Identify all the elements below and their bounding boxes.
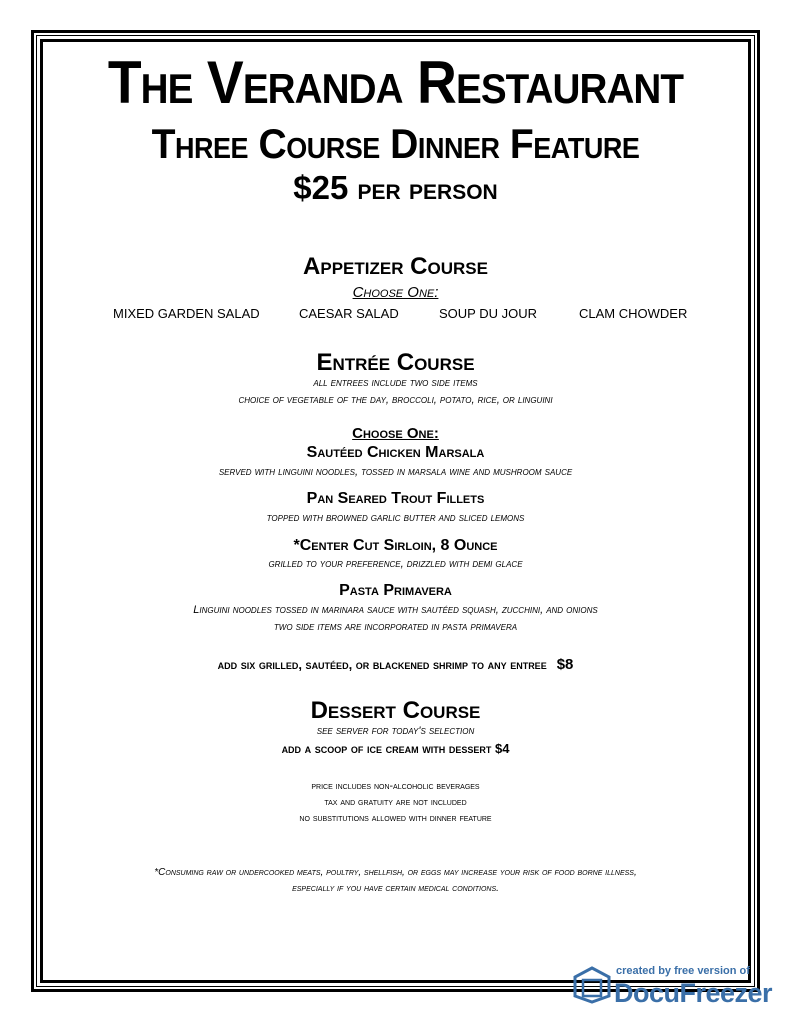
entree-item-name: Pasta Primavera bbox=[339, 582, 452, 599]
appetizer-item: CAESAR SALAD bbox=[299, 306, 399, 321]
entree-item-desc: Linguini noodles tossed in marinara sauce with sautéed squash, zucchini, and onions bbox=[193, 604, 598, 616]
note-line: tax and gratuity are not included bbox=[324, 796, 467, 808]
health-warning-line: *Consuming raw or undercooked meats, poultry, shellfish, or eggs may increase your risk of food borne illness, bbox=[154, 867, 637, 878]
price-suffix: per person bbox=[357, 173, 498, 206]
note-line: price includes non-alcoholic beverages bbox=[311, 780, 480, 792]
health-warning-line: especially if you have certain medical conditions. bbox=[292, 883, 499, 894]
entree-note-choices: choice of vegetable of the day, broccoli, potato, rice, or linguini bbox=[238, 394, 553, 406]
restaurant-title: The Veranda Restaurant bbox=[107, 49, 684, 116]
entree-heading: Entrée Course bbox=[316, 349, 475, 376]
price-amount: $25 bbox=[293, 169, 349, 206]
watermark-brand: DocuFreezer bbox=[614, 978, 773, 1008]
appetizer-heading: Appetizer Course bbox=[303, 253, 488, 280]
docufreezer-logo-icon bbox=[572, 966, 612, 1004]
shrimp-addon-price: $8 bbox=[556, 656, 574, 673]
entree-item-desc: served with linguini noodles, tossed in marsala wine and mushroom sauce bbox=[218, 466, 573, 478]
entree-item-desc: topped with browned garlic butter and sliced lemons bbox=[266, 512, 525, 524]
entree-note-sides: all entrees include two side items bbox=[313, 377, 478, 389]
dessert-heading: Dessert Course bbox=[310, 697, 481, 724]
dessert-addon: add a scoop of ice cream with dessert $4 bbox=[281, 741, 510, 756]
menu-price bbox=[0, 170, 791, 208]
appetizer-item: SOUP DU JOUR bbox=[439, 306, 537, 321]
watermark-caption: created by free version of bbox=[616, 965, 750, 977]
entree-choose-label: Choose One: bbox=[352, 425, 439, 442]
menu-subtitle: Three Course Dinner Feature bbox=[151, 120, 640, 167]
entree-item-name: *Center Cut Sirloin, 8 Ounce bbox=[293, 537, 498, 554]
entree-item-desc: grilled to your preference, drizzled with demi glace bbox=[268, 558, 523, 570]
shrimp-addon-text: add six grilled, sautéed, or blackened shrimp to any entree bbox=[217, 657, 547, 672]
shrimp-addon bbox=[0, 657, 791, 673]
appetizer-choose-label: Choose One: bbox=[352, 284, 439, 301]
appetizer-item: MIXED GARDEN SALAD bbox=[113, 306, 260, 321]
note-line: no substitutions allowed with dinner feature bbox=[299, 812, 492, 824]
entree-item-name: Sautéed Chicken Marsala bbox=[306, 444, 485, 461]
entree-item-name: Pan Seared Trout Fillets bbox=[306, 490, 485, 507]
entree-item-desc-extra: two side items are incorporated in pasta primavera bbox=[273, 621, 518, 633]
dessert-note: see server for today's selection bbox=[316, 725, 475, 737]
appetizer-item: CLAM CHOWDER bbox=[579, 306, 688, 321]
